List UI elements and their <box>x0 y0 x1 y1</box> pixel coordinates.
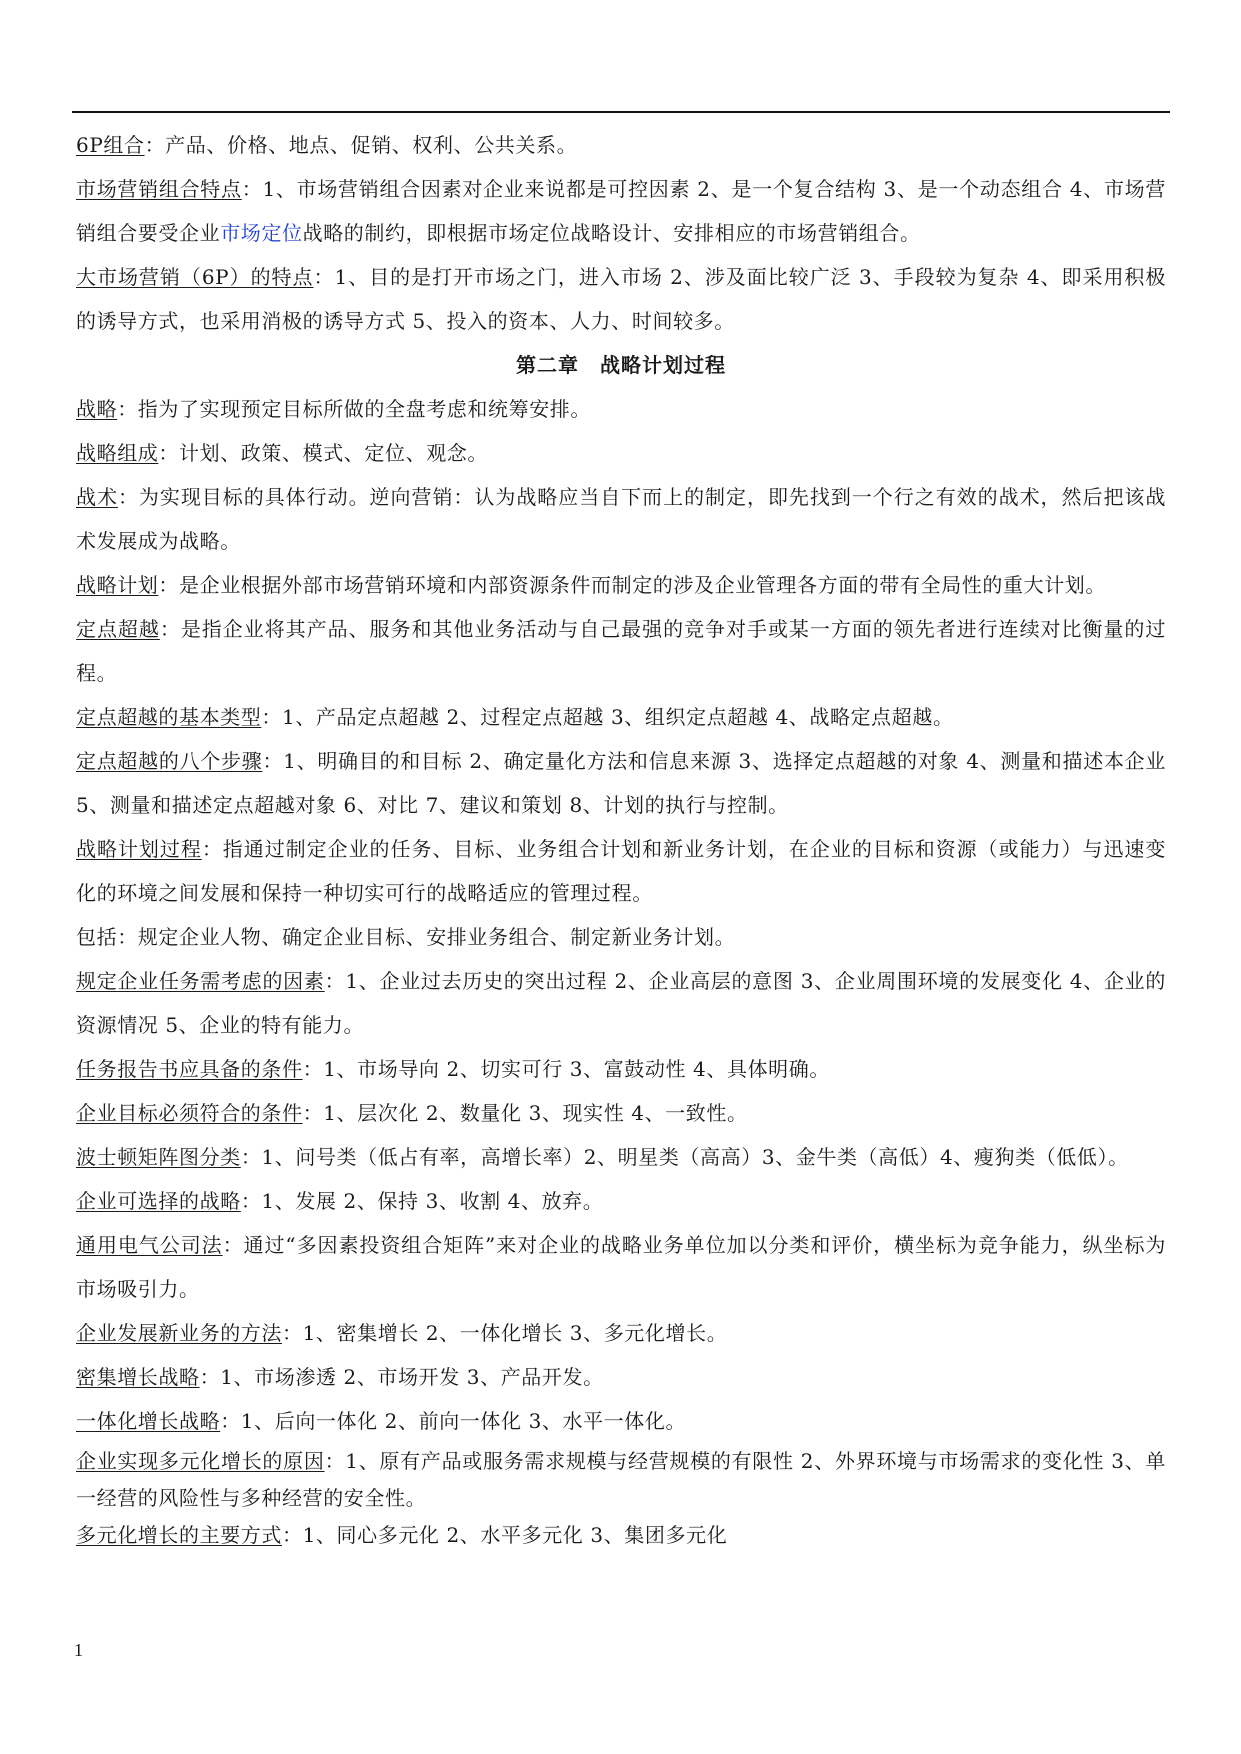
term-heading: 定点超越的八个步骤 <box>76 749 263 773</box>
paragraph-new-business-methods <box>76 1311 1166 1355</box>
term-heading: 6P组合 <box>76 133 145 157</box>
paragraph-text: ：为实现目标的具体行动。逆向营销：认为战略应当自下而上的制定，即先找到一个行之有效的战术，然后把该战术发展成为战略。 <box>76 485 1166 553</box>
paragraph-text: ：1、同心多元化 2、水平多元化 3、集团多元化 <box>282 1523 728 1547</box>
term-heading: 战略组成 <box>76 441 159 465</box>
paragraph-text: 包括：规定企业人物、确定企业目标、安排业务组合、制定新业务计划。 <box>76 925 736 949</box>
paragraph-diversification-modes <box>76 1517 1166 1554</box>
paragraph-text: ：1、原有产品或服务需求规模与经营规模的有限性 2、外界环境与市场需求的变化性 3、单一经营的风险性与多种经营的安全性。 <box>76 1449 1166 1510</box>
page-number: 1 <box>74 1640 83 1660</box>
paragraph-text: ：指通过制定企业的任务、目标、业务组合计划和新业务计划，在企业的目标和资源（或能力）与迅速变化的环境之间发展和保持一种切实可行的战略适应的管理过程。 <box>76 837 1166 905</box>
paragraph-benchmarking-types <box>76 695 1166 739</box>
header-rule <box>72 111 1170 113</box>
term-heading: 大市场营销（6P）的特点 <box>76 265 314 289</box>
term-heading: 多元化增长的主要方式 <box>76 1523 282 1547</box>
paragraph-strategic-planning-process <box>76 827 1166 915</box>
paragraph-strategy-components <box>76 431 1166 475</box>
paragraph-tactics <box>76 475 1166 563</box>
paragraph-includes <box>76 915 1166 959</box>
paragraph-mega-marketing-features <box>76 255 1166 343</box>
paragraph-bcg-matrix <box>76 1135 1166 1179</box>
term-heading: 企业可选择的战略 <box>76 1189 241 1213</box>
paragraph-diversification-reasons <box>76 1443 1166 1517</box>
term-heading: 任务报告书应具备的条件 <box>76 1057 303 1081</box>
paragraph-text: ：1、目的是打开市场之门，进入市场 2、涉及面比较广泛 3、手段较为复杂 4、即采用积极的诱导方式，也采用消极的诱导方式 5、投入的资本、人力、时间较多。 <box>76 265 1166 333</box>
term-heading: 企业发展新业务的方法 <box>76 1321 282 1345</box>
term-heading: 密集增长战略 <box>76 1365 200 1389</box>
paragraph-text: ：通过“多因素投资组合矩阵”来对企业的战略业务单位加以分类和评价，横坐标为竞争能力，纵坐标为市场吸引力。 <box>76 1233 1166 1301</box>
paragraph-text: ：1、产品定点超越 2、过程定点超越 3、组织定点超越 4、战略定点超越。 <box>261 705 954 729</box>
paragraph-text: ：1、层次化 2、数量化 3、现实性 4、一致性。 <box>302 1101 748 1125</box>
paragraph-text: 战略的制约，即根据市场定位战略设计、安排相应的市场营销组合。 <box>302 221 921 245</box>
paragraph-ge-method <box>76 1223 1166 1311</box>
term-heading: 规定企业任务需考虑的因素 <box>76 969 325 993</box>
term-heading: 定点超越 <box>76 617 160 641</box>
paragraph-text: ：1、发展 2、保持 3、收割 4、放弃。 <box>240 1189 604 1213</box>
paragraph-mission-statement <box>76 1047 1166 1091</box>
paragraph-text: ：1、市场导向 2、切实可行 3、富鼓动性 4、具体明确。 <box>302 1057 830 1081</box>
term-heading: 战术 <box>76 485 118 509</box>
term-heading: 企业目标必须符合的条件 <box>76 1101 303 1125</box>
paragraph-text: ：1、问号类（低占有率，高增长率）2、明星类（高高）3、金牛类（高低）4、瘦狗类（低低）。 <box>240 1145 1129 1169</box>
paragraph-objective-conditions <box>76 1091 1166 1135</box>
term-heading: 战略计划 <box>76 573 159 597</box>
term-heading: 定点超越的基本类型 <box>76 705 262 729</box>
paragraph-marketing-mix-features <box>76 167 1166 255</box>
paragraph-benchmarking-steps <box>76 739 1166 827</box>
paragraph-text: ：计划、政策、模式、定位、观念。 <box>158 441 489 465</box>
paragraph-benchmarking <box>76 607 1166 695</box>
paragraph-text: ：1、密集增长 2、一体化增长 3、多元化增长。 <box>282 1321 728 1345</box>
paragraph-text: ：是指企业将其产品、服务和其他业务活动与自己最强的竞争对手或某一方面的领先者进行连续对比衡量的过程。 <box>76 617 1166 685</box>
term-heading: 通用电气公司法 <box>76 1233 223 1257</box>
paragraph-text: ：1、企业过去历史的突出过程 2、企业高层的意图 3、企业周围环境的发展变化 4、企业的资源情况 5、企业的特有能力。 <box>76 969 1166 1037</box>
term-heading: 市场营销组合特点 <box>76 177 242 201</box>
paragraph-integrative-growth <box>76 1399 1166 1443</box>
market-positioning-link[interactable]: 市场定位 <box>220 221 303 245</box>
term-heading: 一体化增长战略 <box>76 1409 221 1433</box>
paragraph-intensive-growth <box>76 1355 1166 1399</box>
term-heading: 战略计划过程 <box>76 837 202 861</box>
term-heading: 波士顿矩阵图分类 <box>76 1145 241 1169</box>
paragraph-strategic-plan <box>76 563 1166 607</box>
paragraph-strategy-options <box>76 1179 1166 1223</box>
paragraph-text: ：是企业根据外部市场营销环境和内部资源条件而制定的涉及企业管理各方面的带有全局性的重大计划。 <box>158 573 1107 597</box>
paragraph-6p-combination <box>76 123 1166 167</box>
term-heading: 战略 <box>76 397 118 421</box>
paragraph-text: ：1、后向一体化 2、前向一体化 3、水平一体化。 <box>220 1409 687 1433</box>
paragraph-text: ：1、市场营销组合因素对企业来说都是可控因素 2、是一个复合结构 3、是一个动态组合 4、市场营销组合要受企业 <box>76 177 1166 245</box>
paragraph-strategy <box>76 387 1166 431</box>
paragraph-text: ：1、明确目的和目标 2、确定量化方法和信息来源 3、选择定点超越的对象 4、测量和描述本企业 5、测量和描述定点超越对象 6、对比 7、建议和策划 8、计划的执行与控制。 <box>76 749 1166 817</box>
paragraph-mission-factors <box>76 959 1166 1047</box>
document-body <box>76 123 1166 1554</box>
paragraph-text: ：指为了实现预定目标所做的全盘考虑和统筹安排。 <box>117 397 592 421</box>
paragraph-text: ：1、市场渗透 2、市场开发 3、产品开发。 <box>199 1365 604 1389</box>
term-heading: 企业实现多元化增长的原因 <box>76 1449 325 1473</box>
paragraph-text: ：产品、价格、地点、促销、权利、公共关系。 <box>144 133 578 157</box>
chapter-title: 第二章 战略计划过程 <box>516 353 726 377</box>
